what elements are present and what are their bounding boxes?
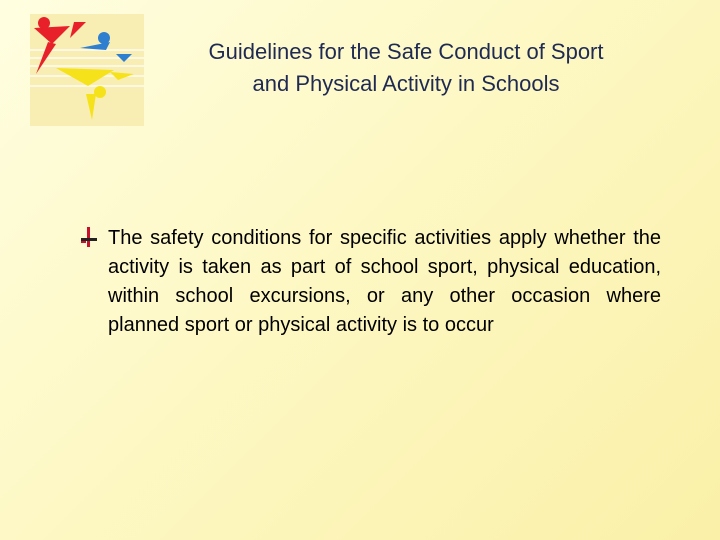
sport-figures-logo-icon (30, 14, 144, 126)
slide-title (150, 36, 662, 100)
bullet-icon (80, 227, 98, 247)
slide-title-line-2: and Physical Activity in Schools (252, 71, 560, 96)
bullet-text: The safety conditions for specific activities apply whether the activity is taken as part of school sport, physical education, within school excursions, or any other occasion where planned sport or physical activity is to occur (108, 227, 661, 336)
slide-title-line-1: Guidelines for the Safe Conduct of Sport (208, 39, 604, 64)
